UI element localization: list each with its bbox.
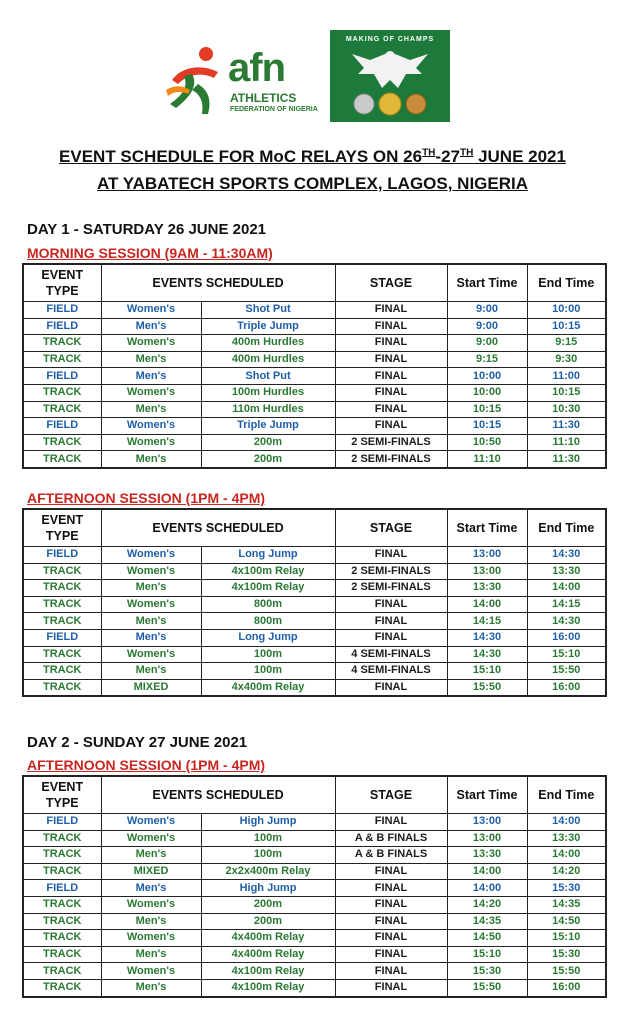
cell-gender: Women's [101, 563, 201, 580]
cell-stage: FINAL [335, 418, 447, 435]
table-row [23, 335, 606, 352]
day2-afternoon-label: AFTERNOON SESSION (1PM - 4PM) [27, 757, 266, 773]
cell-gender: Men's [101, 351, 201, 368]
page-title-line1: EVENT SCHEDULE FOR MoC RELAYS ON 26TH-27TH JUNE 2021 [59, 147, 566, 166]
cell-stage: FINAL [335, 302, 447, 319]
cell-end: 14:00 [527, 847, 606, 864]
cell-stage: FINAL [335, 351, 447, 368]
cell-gender: Women's [101, 930, 201, 947]
cell-event-type: FIELD [23, 418, 101, 435]
cell-start: 9:00 [447, 302, 527, 319]
col-end-time: End Time [527, 776, 606, 814]
table-row [23, 563, 606, 580]
table-row [23, 979, 606, 996]
cell-stage: FINAL [335, 814, 447, 831]
cell-event-type: TRACK [23, 863, 101, 880]
cell-start: 10:00 [447, 384, 527, 401]
cell-event: 4x100m Relay [201, 979, 335, 996]
cell-stage: 2 SEMI-FINALS [335, 434, 447, 451]
cell-end: 14:50 [527, 913, 606, 930]
col-stage: STAGE [335, 776, 447, 814]
cell-event-type: TRACK [23, 830, 101, 847]
table-row [23, 913, 606, 930]
cell-event: 4x400m Relay [201, 946, 335, 963]
table-row [23, 946, 606, 963]
cell-end: 15:50 [527, 663, 606, 680]
cell-end: 10:00 [527, 302, 606, 319]
cell-event: 2x2x400m Relay [201, 863, 335, 880]
table-row [23, 613, 606, 630]
table-row [23, 451, 606, 468]
cell-stage: FINAL [335, 318, 447, 335]
cell-end: 11:30 [527, 418, 606, 435]
col-stage: STAGE [335, 264, 447, 302]
cell-event: 800m [201, 613, 335, 630]
cell-gender: Men's [101, 663, 201, 680]
cell-stage: FINAL [335, 679, 447, 696]
table-row [23, 302, 606, 319]
cell-stage: FINAL [335, 335, 447, 352]
cell-event-type: TRACK [23, 580, 101, 597]
cell-event-type: TRACK [23, 563, 101, 580]
cell-event-type: TRACK [23, 434, 101, 451]
cell-event: Long Jump [201, 629, 335, 646]
cell-end: 11:00 [527, 368, 606, 385]
cell-gender: Women's [101, 963, 201, 980]
afn-federation: FEDERATION OF NIGERIA [230, 106, 318, 113]
afn-athletics: ATHLETICS [230, 91, 297, 105]
cell-stage: A & B FINALS [335, 847, 447, 864]
col-start-time: Start Time [447, 509, 527, 547]
cell-event-type: TRACK [23, 946, 101, 963]
cell-event: 200m [201, 896, 335, 913]
cell-start: 13:00 [447, 547, 527, 564]
day2-heading: DAY 2 - SUNDAY 27 JUNE 2021 [27, 734, 248, 751]
col-start-time: Start Time [447, 776, 527, 814]
cell-event: 100m [201, 663, 335, 680]
cell-start: 15:50 [447, 979, 527, 996]
cell-end: 14:20 [527, 863, 606, 880]
col-end-time: End Time [527, 509, 606, 547]
cell-event: Shot Put [201, 302, 335, 319]
cell-start: 9:00 [447, 318, 527, 335]
cell-stage: FINAL [335, 963, 447, 980]
cell-stage: FINAL [335, 863, 447, 880]
cell-end: 15:30 [527, 880, 606, 897]
cell-end: 15:30 [527, 946, 606, 963]
cell-event-type: TRACK [23, 335, 101, 352]
cell-stage: FINAL [335, 946, 447, 963]
cell-event: 200m [201, 434, 335, 451]
cell-gender: Men's [101, 946, 201, 963]
table-row [23, 368, 606, 385]
cell-event: 4x400m Relay [201, 679, 335, 696]
cell-event-type: TRACK [23, 646, 101, 663]
cell-event-type: FIELD [23, 368, 101, 385]
cell-start: 11:10 [447, 451, 527, 468]
cell-gender: Men's [101, 401, 201, 418]
cell-end: 14:00 [527, 580, 606, 597]
cell-end: 15:10 [527, 646, 606, 663]
table-row [23, 418, 606, 435]
cell-stage: 2 SEMI-FINALS [335, 580, 447, 597]
cell-end: 16:00 [527, 679, 606, 696]
cell-gender: Women's [101, 418, 201, 435]
cell-gender: Men's [101, 847, 201, 864]
table-row [23, 863, 606, 880]
table-row [23, 847, 606, 864]
cell-stage: 4 SEMI-FINALS [335, 646, 447, 663]
cell-gender: Women's [101, 830, 201, 847]
cell-stage: FINAL [335, 629, 447, 646]
cell-start: 13:00 [447, 814, 527, 831]
cell-gender: Women's [101, 814, 201, 831]
table-row [23, 646, 606, 663]
table-row [23, 434, 606, 451]
cell-gender: Men's [101, 629, 201, 646]
cell-event-type: FIELD [23, 880, 101, 897]
cell-start: 14:50 [447, 930, 527, 947]
cell-event: 110m Hurdles [201, 401, 335, 418]
cell-start: 14:15 [447, 613, 527, 630]
cell-event: 800m [201, 596, 335, 613]
cell-start: 14:00 [447, 863, 527, 880]
col-event-type: EVENT TYPE [23, 264, 101, 302]
col-events-scheduled: EVENTS SCHEDULED [101, 264, 335, 302]
cell-stage: FINAL [335, 896, 447, 913]
cell-event: High Jump [201, 880, 335, 897]
cell-end: 16:00 [527, 629, 606, 646]
cell-end: 13:30 [527, 563, 606, 580]
afn-logo [162, 44, 318, 118]
table-row [23, 384, 606, 401]
cell-gender: Men's [101, 880, 201, 897]
eagle-medals-icon [330, 30, 450, 122]
cell-event: 100m [201, 646, 335, 663]
table-row [23, 580, 606, 597]
col-events-scheduled: EVENTS SCHEDULED [101, 776, 335, 814]
col-end-time: End Time [527, 264, 606, 302]
cell-event: 100m Hurdles [201, 384, 335, 401]
cell-end: 15:10 [527, 930, 606, 947]
col-event-type: EVENT TYPE [23, 776, 101, 814]
cell-event-type: TRACK [23, 613, 101, 630]
cell-gender: Women's [101, 335, 201, 352]
cell-event: 200m [201, 913, 335, 930]
cell-event-type: FIELD [23, 547, 101, 564]
table-row [23, 351, 606, 368]
cell-event-type: TRACK [23, 451, 101, 468]
cell-gender: Women's [101, 384, 201, 401]
making-of-champs-logo [330, 30, 450, 122]
cell-stage: FINAL [335, 384, 447, 401]
cell-event: 4x400m Relay [201, 930, 335, 947]
cell-start: 10:00 [447, 368, 527, 385]
cell-start: 10:15 [447, 401, 527, 418]
cell-event: 4x100m Relay [201, 563, 335, 580]
cell-end: 9:30 [527, 351, 606, 368]
cell-start: 14:00 [447, 880, 527, 897]
cell-stage: 4 SEMI-FINALS [335, 663, 447, 680]
cell-start: 10:50 [447, 434, 527, 451]
table-row [23, 629, 606, 646]
table-row [23, 896, 606, 913]
cell-end: 14:15 [527, 596, 606, 613]
cell-event: 200m [201, 451, 335, 468]
day1-afternoon-label: AFTERNOON SESSION (1PM - 4PM) [27, 490, 266, 506]
cell-end: 14:30 [527, 613, 606, 630]
cell-gender: Men's [101, 979, 201, 996]
cell-start: 15:50 [447, 679, 527, 696]
cell-event-type: TRACK [23, 963, 101, 980]
table-row [23, 401, 606, 418]
cell-start: 15:10 [447, 663, 527, 680]
table-row [23, 318, 606, 335]
cell-gender: Men's [101, 580, 201, 597]
day1-heading: DAY 1 - SATURDAY 26 JUNE 2021 [27, 221, 267, 238]
cell-end: 15:50 [527, 963, 606, 980]
cell-stage: FINAL [335, 930, 447, 947]
day2-afternoon-table [22, 775, 607, 998]
col-event-type: EVENT TYPE [23, 509, 101, 547]
cell-event: 100m [201, 830, 335, 847]
table-header-row [23, 509, 606, 547]
cell-end: 14:35 [527, 896, 606, 913]
cell-gender: Women's [101, 302, 201, 319]
cell-end: 9:15 [527, 335, 606, 352]
table-row [23, 596, 606, 613]
table-row [23, 547, 606, 564]
cell-stage: FINAL [335, 613, 447, 630]
cell-end: 10:15 [527, 318, 606, 335]
cell-stage: FINAL [335, 913, 447, 930]
cell-start: 14:30 [447, 629, 527, 646]
table-row [23, 963, 606, 980]
cell-event: 400m Hurdles [201, 351, 335, 368]
cell-gender: MIXED [101, 863, 201, 880]
cell-stage: FINAL [335, 401, 447, 418]
day1-morning-table [22, 263, 607, 469]
cell-end: 11:10 [527, 434, 606, 451]
table-row [23, 930, 606, 947]
cell-gender: Men's [101, 913, 201, 930]
col-events-scheduled: EVENTS SCHEDULED [101, 509, 335, 547]
cell-gender: Women's [101, 434, 201, 451]
table-header-row [23, 776, 606, 814]
table-row [23, 880, 606, 897]
day1-afternoon-table [22, 508, 607, 697]
cell-stage: 2 SEMI-FINALS [335, 563, 447, 580]
cell-end: 14:30 [527, 547, 606, 564]
cell-event: Triple Jump [201, 318, 335, 335]
cell-gender: Men's [101, 613, 201, 630]
page-title-line2: AT YABATECH SPORTS COMPLEX, LAGOS, NIGERIA [96, 174, 529, 193]
cell-gender: Women's [101, 646, 201, 663]
cell-stage: 2 SEMI-FINALS [335, 451, 447, 468]
cell-stage: FINAL [335, 368, 447, 385]
cell-gender: Women's [101, 547, 201, 564]
cell-end: 14:00 [527, 814, 606, 831]
cell-event: High Jump [201, 814, 335, 831]
cell-event-type: TRACK [23, 930, 101, 947]
cell-gender: MIXED [101, 679, 201, 696]
cell-event-type: FIELD [23, 318, 101, 335]
cell-gender: Men's [101, 318, 201, 335]
cell-gender: Men's [101, 368, 201, 385]
cell-event-type: TRACK [23, 663, 101, 680]
cell-gender: Women's [101, 596, 201, 613]
cell-end: 10:15 [527, 384, 606, 401]
cell-event: 4x100m Relay [201, 963, 335, 980]
logo-bar [0, 28, 625, 124]
table-row [23, 830, 606, 847]
cell-event: 100m [201, 847, 335, 864]
cell-event-type: TRACK [23, 896, 101, 913]
cell-event-type: FIELD [23, 814, 101, 831]
cell-start: 13:00 [447, 830, 527, 847]
cell-start: 13:30 [447, 847, 527, 864]
cell-event-type: FIELD [23, 302, 101, 319]
table-row [23, 814, 606, 831]
afn-wordmark: afn [228, 46, 285, 90]
moc-logo-text: MAKING OF CHAMPS [345, 36, 435, 43]
cell-event-type: FIELD [23, 629, 101, 646]
cell-event-type: TRACK [23, 679, 101, 696]
col-stage: STAGE [335, 509, 447, 547]
cell-start: 14:00 [447, 596, 527, 613]
table-header-row [23, 264, 606, 302]
cell-start: 15:30 [447, 963, 527, 980]
cell-start: 10:15 [447, 418, 527, 435]
cell-event-type: TRACK [23, 913, 101, 930]
cell-event-type: TRACK [23, 596, 101, 613]
cell-event-type: TRACK [23, 979, 101, 996]
cell-end: 13:30 [527, 830, 606, 847]
cell-gender: Women's [101, 896, 201, 913]
cell-end: 11:30 [527, 451, 606, 468]
cell-start: 14:35 [447, 913, 527, 930]
cell-event-type: TRACK [23, 847, 101, 864]
table-row [23, 663, 606, 680]
cell-stage: FINAL [335, 979, 447, 996]
cell-stage: FINAL [335, 547, 447, 564]
cell-start: 13:30 [447, 580, 527, 597]
cell-event: 400m Hurdles [201, 335, 335, 352]
cell-event-type: TRACK [23, 351, 101, 368]
cell-event: Shot Put [201, 368, 335, 385]
cell-start: 9:15 [447, 351, 527, 368]
cell-end: 10:30 [527, 401, 606, 418]
table-row [23, 679, 606, 696]
cell-stage: FINAL [335, 880, 447, 897]
cell-event: Triple Jump [201, 418, 335, 435]
col-start-time: Start Time [447, 264, 527, 302]
cell-start: 9:00 [447, 335, 527, 352]
cell-stage: A & B FINALS [335, 830, 447, 847]
day1-morning-label: MORNING SESSION (9AM - 11:30AM) [27, 245, 273, 261]
cell-end: 16:00 [527, 979, 606, 996]
cell-event-type: TRACK [23, 401, 101, 418]
cell-start: 14:20 [447, 896, 527, 913]
cell-start: 13:00 [447, 563, 527, 580]
cell-stage: FINAL [335, 596, 447, 613]
cell-event-type: TRACK [23, 384, 101, 401]
cell-start: 14:30 [447, 646, 527, 663]
runner-icon [162, 44, 228, 118]
cell-start: 15:10 [447, 946, 527, 963]
cell-event: 4x100m Relay [201, 580, 335, 597]
cell-event: Long Jump [201, 547, 335, 564]
cell-gender: Men's [101, 451, 201, 468]
